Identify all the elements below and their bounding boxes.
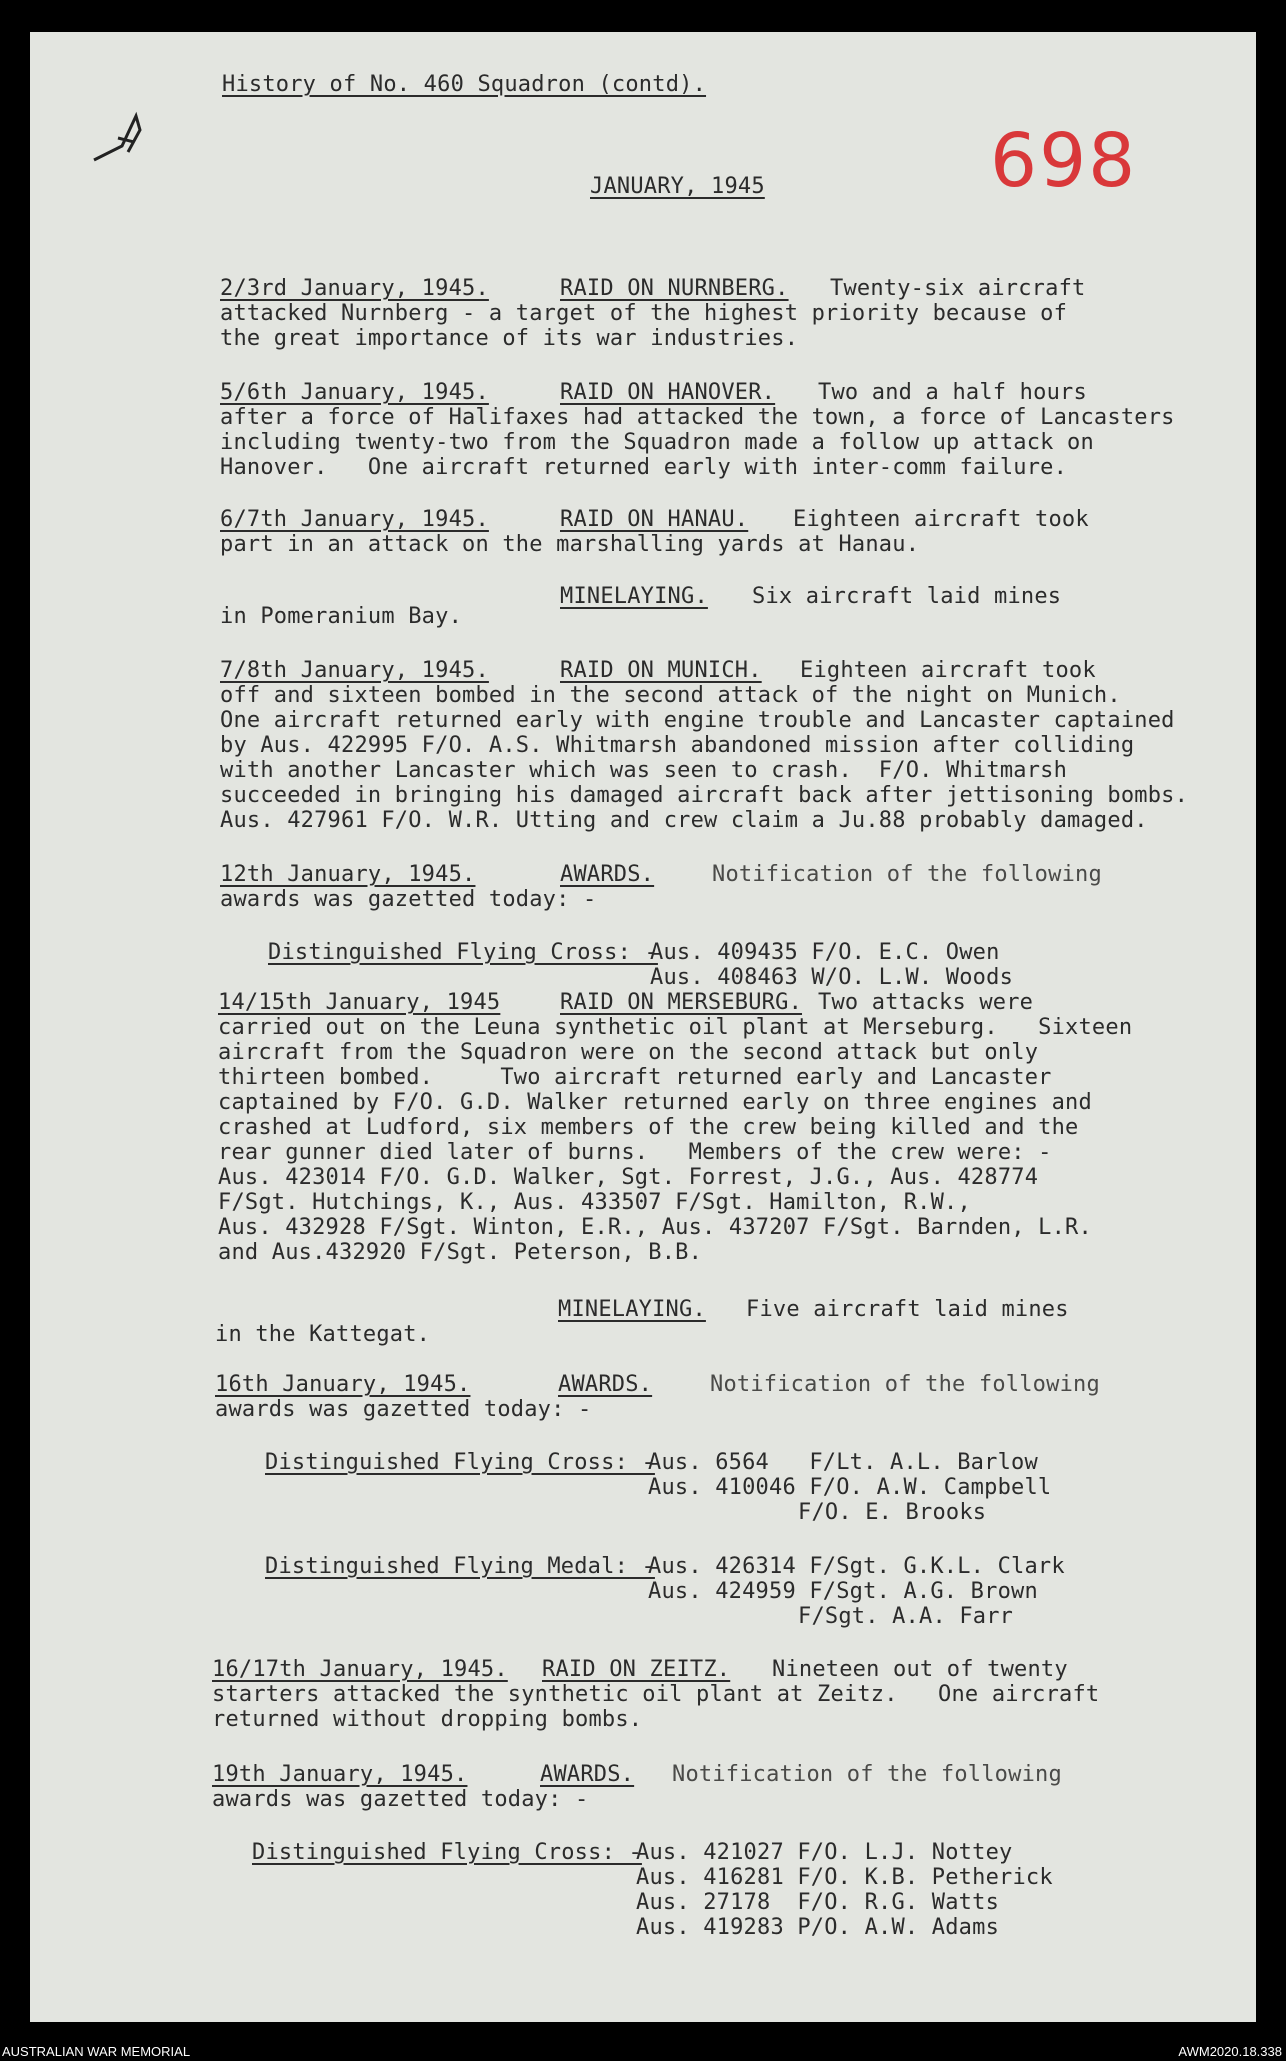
award-name: Distinguished Flying Cross: -: [252, 1840, 642, 1865]
entry-text: the great importance of its war industries.: [220, 326, 799, 351]
award-recipient: Aus. 408463 W/O. L.W. Woods: [650, 965, 1014, 990]
award-name: Distinguished Flying Cross: -: [268, 940, 658, 965]
entry-title: AWARDS.: [540, 1762, 635, 1787]
entry-date: 6/7th January, 1945.: [220, 507, 489, 532]
entry-text: awards was gazetted today: -: [212, 1787, 589, 1812]
award-recipient: Aus. 410046 F/O. A.W. Campbell: [648, 1475, 1052, 1500]
entry-text: Hanover. One aircraft returned early with inter-comm failure.: [220, 455, 1068, 480]
entry-text: including twenty-two from the Squadron made a follow up attack on: [220, 430, 1094, 455]
award-name: Distinguished Flying Medal: -: [265, 1554, 655, 1579]
award-recipient: Aus. 424959 F/Sgt. A.G. Brown: [648, 1579, 1038, 1604]
entry-text: captained by F/O. G.D. Walker returned early on three engines and: [218, 1090, 1092, 1115]
entry-text: aircraft from the Squadron were on the second attack but only: [218, 1040, 1039, 1065]
entry-date: 14/15th January, 1945: [218, 990, 501, 1015]
entry-title: RAID ON ZEITZ.: [542, 1657, 731, 1682]
award-recipient: Aus. 421027 F/O. L.J. Nottey: [636, 1840, 1013, 1865]
award-recipient: Aus. 27178 F/O. R.G. Watts: [636, 1890, 1000, 1915]
entry-text: Eighteen aircraft took: [793, 507, 1089, 532]
entry-text: attacked Nurnberg - a target of the highest priority because of: [220, 301, 1068, 326]
entry-text: rear gunner died later of burns. Members of the crew were: -: [218, 1140, 1052, 1165]
entry-date: 5/6th January, 1945.: [220, 380, 489, 405]
entry-text: in the Kattegat.: [215, 1322, 431, 1347]
entry-text: after a force of Halifaxes had attacked the town, a force of Lancasters: [220, 405, 1175, 430]
award-recipient: F/O. E. Brooks: [798, 1500, 987, 1525]
award-recipient: Aus. 409435 F/O. E.C. Owen: [650, 940, 1000, 965]
entry-text: Aus. 427961 F/O. W.R. Utting and crew claim a Ju.88 probably damaged.: [220, 808, 1148, 833]
footer-source: AUSTRALIAN WAR MEMORIAL: [2, 2044, 191, 2059]
footer-reference: AWM2020.18.338: [1178, 2044, 1282, 2059]
minelaying-title: MINELAYING.: [560, 584, 708, 609]
entry-text: awards was gazetted today: -: [215, 1397, 592, 1422]
entry-text: One aircraft returned early with engine trouble and Lancaster captained: [220, 708, 1175, 733]
entry-text: Notification of the following: [712, 862, 1102, 887]
entry-text: F/Sgt. Hutchings, K., Aus. 433507 F/Sgt. Hamilton, R.W.,: [218, 1190, 971, 1215]
entry-title: RAID ON NURNBERG.: [560, 276, 789, 301]
entry-text: with another Lancaster which was seen to crash. F/O. Whitmarsh: [220, 758, 1068, 783]
entry-text: Twenty-six aircraft: [830, 276, 1086, 301]
entry-text: awards was gazetted today: -: [220, 887, 597, 912]
award-recipient: Aus. 416281 F/O. K.B. Petherick: [636, 1865, 1053, 1890]
page-number: 698: [990, 118, 1138, 204]
award-recipient: Aus. 419283 P/O. A.W. Adams: [636, 1915, 1000, 1940]
ink-mark-icon: [88, 108, 160, 168]
entry-date: 2/3rd January, 1945.: [220, 276, 489, 301]
entry-text: Aus. 423014 F/O. G.D. Walker, Sgt. Forrest, J.G., Aus. 428774: [218, 1165, 1039, 1190]
entry-text: starters attacked the synthetic oil plant at Zeitz. One aircraft: [212, 1682, 1100, 1707]
entry-text: succeeded in bringing his damaged aircraft back after jettisoning bombs.: [220, 783, 1189, 808]
entry-text: thirteen bombed. Two aircraft returned early and Lancaster: [218, 1065, 1052, 1090]
entry-text: returned without dropping bombs.: [212, 1707, 643, 1732]
entry-text: and Aus.432920 F/Sgt. Peterson, B.B.: [218, 1240, 703, 1265]
entry-text: Eighteen aircraft took: [800, 658, 1096, 683]
entry-text: Notification of the following: [710, 1372, 1100, 1397]
award-name: Distinguished Flying Cross: -: [265, 1450, 655, 1475]
entry-text: Nineteen out of twenty: [772, 1657, 1068, 1682]
entry-text: Aus. 432928 F/Sgt. Winton, E.R., Aus. 437207 F/Sgt. Barnden, L.R.: [218, 1215, 1092, 1240]
entry-title: RAID ON HANOVER.: [560, 380, 776, 405]
entry-text: in Pomeranium Bay.: [220, 604, 463, 629]
minelaying-title: MINELAYING.: [558, 1297, 706, 1322]
entry-date: 7/8th January, 1945.: [220, 658, 489, 683]
entry-text: Six aircraft laid mines: [752, 584, 1062, 609]
entry-date: 19th January, 1945.: [212, 1762, 468, 1787]
entry-text: off and sixteen bombed in the second attack of the night on Munich.: [220, 683, 1121, 708]
entry-text: carried out on the Leuna synthetic oil plant at Merseburg. Sixteen: [218, 1015, 1133, 1040]
award-recipient: Aus. 6564 F/Lt. A.L. Barlow: [648, 1450, 1038, 1475]
entry-title: AWARDS.: [558, 1372, 653, 1397]
entry-text: part in an attack on the marshalling yards at Hanau.: [220, 532, 920, 557]
entry-date: 16/17th January, 1945.: [212, 1657, 508, 1682]
entry-text: crashed at Ludford, six members of the crew being killed and the: [218, 1115, 1079, 1140]
entry-text: Five aircraft laid mines: [746, 1297, 1069, 1322]
entry-text: Two and a half hours: [818, 380, 1087, 405]
entry-title: AWARDS.: [560, 862, 655, 887]
month-heading: JANUARY, 1945: [590, 174, 765, 199]
entry-title: RAID ON HANAU.: [560, 507, 749, 532]
entry-title: RAID ON MERSEBURG.: [560, 990, 803, 1015]
document-header: History of No. 460 Squadron (contd).: [222, 72, 707, 97]
entry-date: 16th January, 1945.: [215, 1372, 471, 1397]
award-recipient: Aus. 426314 F/Sgt. G.K.L. Clark: [648, 1554, 1065, 1579]
award-recipient: F/Sgt. A.A. Farr: [798, 1604, 1014, 1629]
entry-title: RAID ON MUNICH.: [560, 658, 762, 683]
entry-text: Notification of the following: [672, 1762, 1062, 1787]
entry-text: by Aus. 422995 F/O. A.S. Whitmarsh abandoned mission after colliding: [220, 733, 1135, 758]
entry-text: Two attacks were: [818, 990, 1034, 1015]
entry-date: 12th January, 1945.: [220, 862, 476, 887]
